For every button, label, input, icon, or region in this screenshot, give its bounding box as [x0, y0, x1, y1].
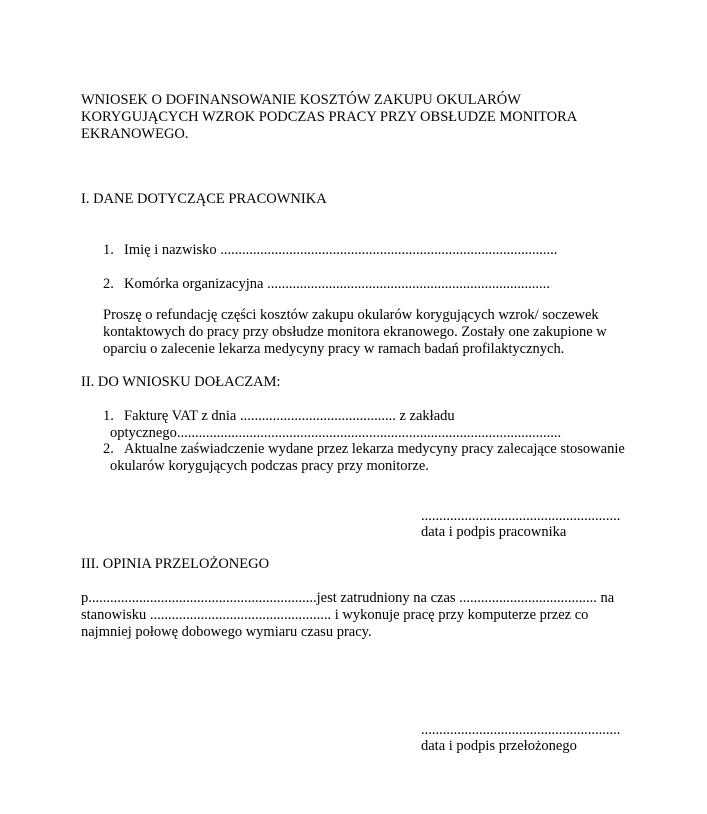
- paragraph-line: Proszę o refundację części kosztów zakupu okularów korygujących wzrok/ soczewek: [103, 307, 599, 323]
- opinion-line: najmniej połowę dobowego wymiaru czasu pracy.: [81, 624, 372, 640]
- section-1-heading: I. DANE DOTYCZĄCE PRACOWNIKA: [81, 191, 327, 207]
- item-number: 2.: [103, 276, 114, 292]
- invoice-item: [124, 408, 455, 425]
- paragraph-line: kontaktowych do pracy przy obsłudze monitora ekranowego. Zostały one zakupione w: [103, 324, 607, 340]
- name-field: Imię i nazwisko .............................................................................................: [124, 242, 558, 258]
- department-field: Komórka organizacyjna ..............................................................................: [124, 276, 550, 292]
- title-line-1: WNIOSEK O DOFINANSOWANIE KOSZTÓW ZAKUPU OKULARÓW: [81, 92, 521, 108]
- invoice-line: Fakturę VAT z dnia ........................................... z zakładu: [124, 408, 455, 424]
- supervisor-signature-label: data i podpis przełożonego: [421, 738, 577, 754]
- item-number: 1.: [103, 408, 114, 424]
- title-line-3: EKRANOWEGO.: [81, 126, 189, 142]
- section-2-heading: II. DO WNIOSKU DOŁACZAM:: [81, 374, 281, 390]
- supervisor-opinion-paragraph: [81, 590, 614, 641]
- employee-signature-label: data i podpis pracownika: [421, 524, 567, 540]
- opinion-line: p...............................................................jest zatrudniony na czas ...................................... na: [81, 590, 615, 606]
- item-number: 2.: [103, 441, 114, 457]
- opinion-line: stanowisku .................................................. i wykonuje pracę przy komputerze przez co: [81, 607, 589, 623]
- section-3-heading: III. OPINIA PRZELOŻONEGO: [81, 556, 270, 572]
- item-number: 1.: [103, 242, 114, 258]
- certificate-item-line-2: okularów korygujących podczas pracy przy monitorze.: [110, 458, 429, 474]
- optician-field: optycznego..........................................................................................................: [110, 425, 562, 441]
- refund-request-paragraph: [103, 307, 607, 358]
- paragraph-line: oparciu o zalecenie lekarza medycyny pracy w ramach badań profilaktycznych.: [103, 341, 565, 357]
- certificate-item-line-1: Aktualne zaświadczenie wydane przez lekarza medycyny pracy zalecające stosowanie: [124, 441, 625, 457]
- employee-signature-line: .......................................................: [421, 508, 621, 524]
- document-title: [81, 92, 577, 143]
- title-line-2: KORYGUJĄCYCH WZROK PODCZAS PRACY PRZY OBSŁUDZE MONITORA: [81, 109, 578, 125]
- supervisor-signature-line: .......................................................: [421, 722, 621, 738]
